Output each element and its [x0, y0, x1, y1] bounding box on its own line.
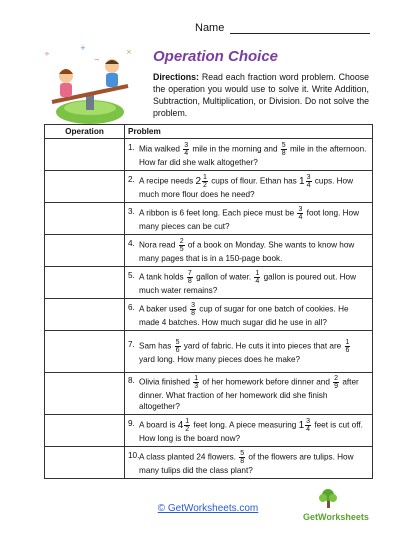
fraction — [184, 418, 190, 433]
website-link[interactable]: © GetWorksheets.com — [157, 503, 259, 514]
problem-cell — [125, 373, 373, 415]
problem-text-segment: A tank holds — [139, 272, 186, 282]
fraction — [305, 418, 311, 433]
operation-answer-cell[interactable] — [45, 299, 125, 331]
fraction-numerator: 1 — [194, 375, 199, 382]
problem-text-segment: of a book on Monday. She wants to know how many pages that is in a 150-page book. — [139, 240, 355, 263]
fraction-numerator: 7 — [187, 269, 192, 277]
worksheet-title: Operation Choice — [153, 48, 279, 65]
fraction-denominator: 6 — [175, 346, 180, 354]
table-row — [45, 299, 373, 331]
problem-text-segment: cups of flour. Ethan has — [208, 176, 300, 186]
fraction-denominator: 6 — [345, 346, 350, 354]
fraction-denominator: 4 — [298, 213, 303, 221]
table-row — [45, 447, 373, 479]
fraction-numerator: 2 — [179, 237, 184, 245]
problem-cell — [125, 139, 373, 171]
fraction-numerator: 3 — [191, 301, 195, 309]
problem-text — [139, 270, 368, 296]
fraction-numerator: 2 — [334, 375, 339, 382]
operation-answer-cell[interactable] — [45, 415, 125, 447]
svg-text:+: + — [80, 44, 86, 52]
fraction-numerator: 1 — [345, 338, 350, 346]
fraction-numerator: 1 — [185, 417, 190, 425]
problem-text-segment: A class planted 24 flowers. — [139, 452, 239, 462]
problem-text-segment: Olivia finished — [139, 377, 193, 387]
fraction-denominator: 4 — [306, 181, 311, 189]
problem-text-segment: yard long. How many pieces does he make? — [139, 354, 301, 364]
problem-text-segment: A baker used — [139, 304, 190, 314]
problem-text-segment: A board is — [139, 420, 178, 430]
fraction-denominator: 9 — [334, 383, 339, 390]
operation-answer-cell[interactable] — [45, 267, 125, 299]
fraction-denominator: 4 — [306, 425, 311, 433]
problem-cell — [125, 447, 373, 479]
fraction — [281, 142, 287, 157]
table-row — [45, 415, 373, 447]
problem-cell — [125, 235, 373, 267]
directions-label: Directions: — [153, 72, 199, 82]
fraction — [333, 375, 339, 390]
mixed-number-whole: 1 — [298, 419, 305, 431]
problem-cell — [125, 267, 373, 299]
problem-text-segment: mile in the afternoon. How far did she walk altogether? — [139, 144, 367, 167]
problem-text — [139, 174, 368, 200]
fraction-numerator: 1 — [255, 269, 260, 277]
problem-text-segment: A ribbon is 6 feet long. Each piece must be — [139, 208, 297, 218]
fraction-numerator: 3 — [298, 205, 303, 213]
fraction-denominator: 8 — [187, 277, 192, 285]
problem-text-segment: cups. How much more flour does he need? — [139, 176, 354, 199]
fraction-denominator: 4 — [255, 277, 260, 285]
problem-text-segment: Sam has — [139, 341, 174, 351]
fraction — [179, 238, 185, 253]
fraction — [183, 142, 189, 157]
problem-text — [139, 450, 368, 476]
problem-text-segment: gallon of water. — [193, 272, 254, 282]
fraction-numerator: 1 — [203, 173, 207, 181]
problem-text — [139, 238, 368, 264]
problem-text-segment: feet long. A piece measuring — [191, 420, 299, 430]
column-header-problem: Problem — [125, 125, 373, 139]
name-label: Name — [195, 22, 225, 34]
fraction — [254, 270, 260, 285]
operation-answer-cell[interactable] — [45, 203, 125, 235]
table-row — [45, 139, 373, 171]
problem-text-segment: A recipe needs — [139, 176, 196, 186]
fraction-numerator: 5 — [175, 338, 180, 346]
problem-text-segment: of her homework before dinner and — [200, 377, 333, 387]
table-row — [45, 331, 373, 373]
table-row — [45, 235, 373, 267]
problem-number: 2. — [128, 174, 135, 184]
problem-text-segment: yard of fabric. He cuts it into pieces that are — [181, 341, 344, 351]
mixed-number-whole: 2 — [195, 175, 202, 187]
svg-text:÷: ÷ — [44, 50, 50, 58]
problem-number: 10. — [128, 450, 140, 460]
directions-text — [153, 71, 369, 119]
fraction-denominator: 2 — [203, 181, 207, 189]
mixed-number-whole: 4 — [177, 419, 184, 431]
fraction-denominator: 8 — [191, 309, 195, 317]
operation-answer-cell[interactable] — [45, 139, 125, 171]
fraction-numerator: 5 — [281, 141, 286, 149]
table-row — [45, 203, 373, 235]
fraction-numerator: 3 — [184, 141, 189, 149]
problem-number: 9. — [128, 418, 135, 428]
problem-number: 4. — [128, 238, 135, 248]
operation-answer-cell[interactable] — [45, 331, 125, 373]
problem-text-segment: gallon is poured out. How much water remains? — [139, 272, 356, 295]
fraction — [187, 270, 193, 285]
mixed-number-whole: 1 — [299, 175, 305, 187]
problem-number: 8. — [128, 376, 135, 385]
fraction — [202, 174, 208, 189]
problem-text-segment: Mia walked — [139, 144, 183, 154]
problem-cell — [125, 171, 373, 203]
column-header-operation: Operation — [45, 125, 125, 139]
problem-text-segment: mile in the morning and — [190, 144, 280, 154]
operation-answer-cell[interactable] — [45, 447, 125, 479]
kids-seesaw-illustration — [40, 42, 140, 128]
logo-wordmark — [303, 512, 369, 522]
problem-text-segment: foot long. How many pieces can be cut? — [139, 208, 360, 231]
problem-cell — [125, 415, 373, 447]
operation-answer-cell[interactable] — [45, 171, 125, 203]
name-blank-line[interactable] — [230, 23, 370, 34]
svg-text:−: − — [94, 56, 100, 64]
table-header-row — [45, 125, 373, 139]
fraction-denominator: 8 — [281, 149, 286, 157]
fraction-denominator: 3 — [194, 383, 199, 390]
problem-text — [139, 418, 368, 444]
svg-text:×: × — [126, 48, 132, 56]
problem-number: 6. — [128, 302, 135, 312]
fraction — [297, 206, 303, 221]
operation-answer-cell[interactable] — [45, 235, 125, 267]
table-row — [45, 267, 373, 299]
problem-text — [139, 142, 368, 168]
table-row — [45, 373, 373, 415]
problem-text — [139, 375, 368, 412]
fraction-denominator: 2 — [185, 425, 190, 433]
problem-text-segment: feet is cut off. How long is the board now? — [139, 420, 363, 443]
problem-number: 1. — [128, 142, 135, 152]
problem-text — [139, 206, 368, 232]
fraction-denominator: 8 — [240, 457, 245, 465]
fraction — [345, 339, 351, 354]
fraction — [306, 174, 312, 189]
fraction-numerator: 3 — [306, 417, 311, 425]
problem-text-segment: of the flowers are tulips. How many tulips did the class plant? — [139, 452, 354, 475]
problem-text-segment: after dinner. What fraction of her homework did she finish altogether? — [139, 377, 359, 411]
fraction-numerator: 3 — [306, 173, 311, 181]
problem-text-segment: Nora read — [139, 240, 178, 250]
fraction-denominator: 4 — [184, 149, 189, 157]
problem-cell — [125, 299, 373, 331]
logo-text: GetWorksheets — [303, 512, 369, 522]
problem-number: 7. — [128, 339, 135, 349]
problem-number: 3. — [128, 206, 135, 216]
problem-number: 5. — [128, 270, 135, 280]
directions-body: Read each fraction word problem. Choose the operation you would use to solve it. Write Addition, Subtraction, Multiplication, or Division. Do not solve the problem. — [153, 72, 369, 118]
problem-text — [139, 302, 368, 328]
fraction — [239, 450, 245, 465]
fraction — [190, 302, 196, 317]
fraction-denominator: 5 — [179, 245, 184, 253]
fraction — [175, 339, 181, 354]
name-field — [195, 22, 370, 34]
table-row — [45, 171, 373, 203]
problem-cell — [125, 203, 373, 235]
fraction — [193, 375, 199, 390]
problem-table — [44, 124, 373, 479]
fraction-numerator: 5 — [240, 449, 245, 457]
problem-text — [139, 339, 368, 365]
operation-answer-cell[interactable] — [45, 373, 125, 415]
problem-text-segment: cup of sugar for one batch of cookies. He made 4 batches. How much sugar did he use in all? — [139, 304, 349, 327]
problem-cell — [125, 331, 373, 373]
